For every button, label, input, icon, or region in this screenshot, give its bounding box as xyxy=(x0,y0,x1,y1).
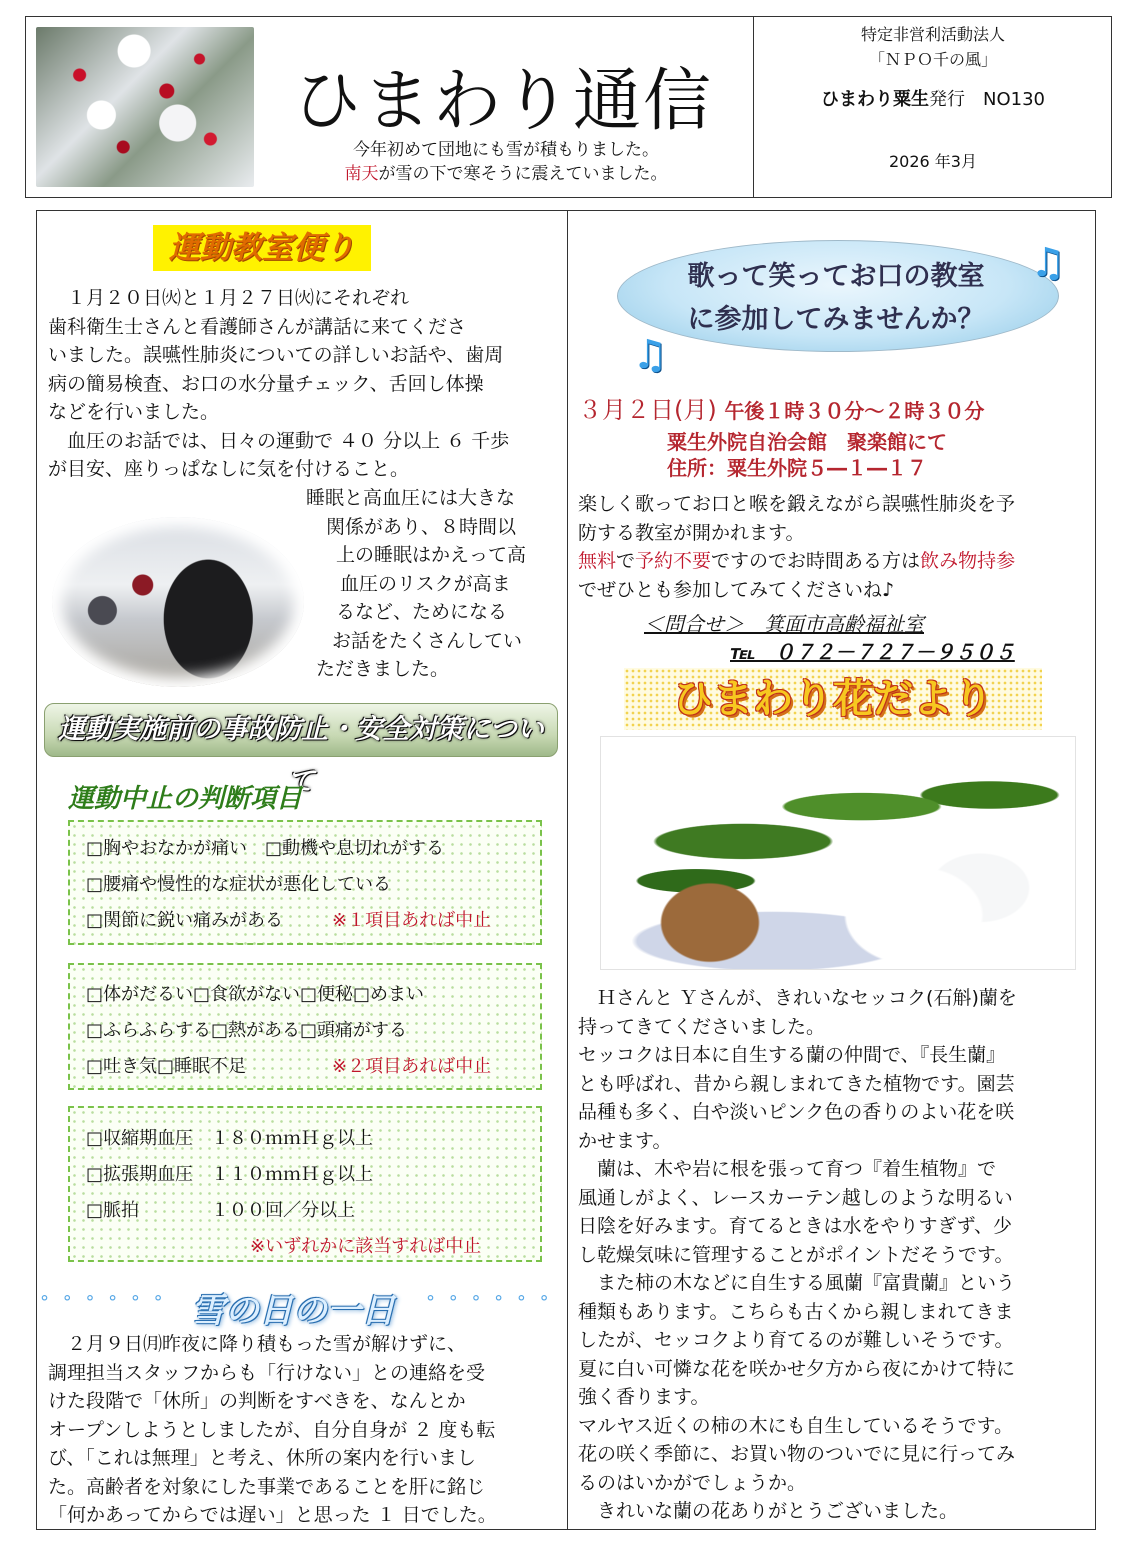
text-line: 血圧のお話では、日々の運動で ４０ 分以上 ６ 千歩 xyxy=(48,429,510,452)
exercise-class-text xyxy=(48,284,548,484)
criteria-row: □胸やおなかが痛い □動機や息切れがする xyxy=(86,838,445,859)
criteria-row: □腰痛や慢性的な症状が悪化している xyxy=(86,874,392,895)
org-type: 特定非営利活動法人 xyxy=(860,25,1005,44)
text-line: また柿の木などに自生する風蘭『富貴蘭』という xyxy=(578,1272,1016,1294)
flower-text xyxy=(578,984,1090,1526)
criteria-box-3 xyxy=(68,1106,542,1262)
snowy-nandina-photo xyxy=(36,27,254,187)
text-line: 歯科衛生士さんと看護師さんが講話に来てくださ xyxy=(48,315,467,338)
text-line: 楽しく歌ってお口と喉を鍛えながら誤嚥性肺炎を予 xyxy=(578,493,1016,515)
column-divider xyxy=(567,211,568,1529)
text-line: 花の咲く季節に、お買い物のついでに見に行ってみ xyxy=(578,1443,1016,1465)
flower-heading: ひまわり花だより xyxy=(624,668,1042,730)
text-line: 調理担当スタッフからも「行けない」との連絡を受 xyxy=(48,1361,486,1384)
event-day: ３月２日(月) xyxy=(578,396,717,424)
bubble-line2: に参加してみませんか？ xyxy=(687,304,985,335)
text-line: 日陰を好みます。育てるときは水をやりすぎず、少 xyxy=(578,1215,1012,1237)
issue-date: 2026 年3月 xyxy=(889,152,977,171)
text-fragment: ですのでお時間ある方は xyxy=(711,550,921,572)
exercise-class-heading: 運動教室便り xyxy=(153,225,371,271)
criteria-note: ※２項目あれば中止 xyxy=(332,1056,492,1077)
criteria-row: □吐き気□睡眠不足 xyxy=(86,1056,247,1077)
criteria-row: □体がだるい□食欲がない□便秘□めまい xyxy=(86,984,425,1005)
event-date xyxy=(578,390,984,425)
sleep-text xyxy=(306,484,550,684)
text-line: いました。誤嚥性肺炎についての詳しいお話や、歯周 xyxy=(48,344,504,366)
text-line: でぜひとも参加してみてくださいね♪ xyxy=(578,578,895,601)
masthead-caption-line2 xyxy=(276,159,736,184)
text-line: きれいな蘭の花ありがとうございました。 xyxy=(578,1500,959,1522)
criteria-row: □拡張期血圧 １１０ｍｍＨｇ以上 xyxy=(86,1164,374,1185)
music-note-icon: ♫ xyxy=(1030,240,1066,286)
text-line: Ｈさんと Ｙさんが、きれいなセッコク(石斛)蘭を xyxy=(578,987,1017,1009)
snowflake-dots-left: ° ° ° ° ° ° xyxy=(40,1292,167,1313)
free-label: 無料 xyxy=(578,550,617,572)
text-line: １月２０日㈫と１月２７日㈫にそれぞれ xyxy=(48,287,410,309)
text-line: 関係があり、８時間以 xyxy=(326,515,517,538)
safety-heading: 運動実施前の事故防止・安全対策について xyxy=(44,703,558,757)
criteria-row: □ふらふらする□熱がある□頭痛がする xyxy=(86,1020,408,1041)
newsletter-title: ひまわり通信 xyxy=(292,62,713,141)
masthead xyxy=(25,16,1112,198)
text-line: るのはいかがでしょうか。 xyxy=(578,1471,807,1494)
event-time: 午後１時３０分～２時３０分 xyxy=(724,399,985,423)
text-line: 「何かあってからでは遅い」と思った １ 日でした。 xyxy=(48,1504,497,1526)
music-note-icon: ♫ xyxy=(632,332,668,378)
criteria-row: □脈拍 １００回／分以上 xyxy=(86,1200,356,1221)
text-line: かせます。 xyxy=(578,1129,672,1152)
text-line: 蘭は、木や岩に根を張って育つ『着生植物』で xyxy=(578,1158,997,1180)
text-line: 種類もあります。こちらも古くから親しまれてきま xyxy=(578,1300,1014,1323)
stop-criteria-heading: 運動中止の判断項目 xyxy=(68,784,303,814)
text-line: 風通しがよく、レースカーテン越しのような明るい xyxy=(578,1186,1013,1209)
text-line: た。高齢者を対象にした事業であることを肝に銘じ xyxy=(48,1475,486,1498)
orchid-photo xyxy=(600,736,1076,970)
publisher-issue xyxy=(754,85,1112,111)
text-line: お話をたくさんしてい xyxy=(332,629,523,652)
event-description xyxy=(578,490,1088,604)
snow-day-heading: 雪の日の一日 xyxy=(191,1291,395,1331)
snowflake-dots-right: ° ° ° ° ° ° xyxy=(426,1292,553,1313)
text-line: し乾燥気味に管理することがポイントだそうです。 xyxy=(578,1243,1014,1266)
text-line: 睡眠と高血圧には大きな xyxy=(306,487,516,509)
lecture-photo xyxy=(52,517,304,687)
text-line: などを行いました。 xyxy=(48,401,220,423)
snow-day-text xyxy=(48,1330,548,1530)
text-line: とも呼ばれ、昔から親しまれてきた植物です。園芸 xyxy=(578,1072,1015,1095)
criteria-note: ※１項目あれば中止 xyxy=(332,910,492,931)
criteria-box-2 xyxy=(68,963,542,1090)
text-line: 上の睡眠はかえって高 xyxy=(336,544,527,566)
masthead-caption-line1: 今年初めて団地にも雪が積もりました。 xyxy=(353,140,659,160)
text-line: 病の簡易検査、お口の水分量チェック、舌回し体操 xyxy=(48,372,484,395)
org-name: 「ＮＰＯ千の風」 xyxy=(868,50,997,69)
text-line: 品種も多く、白や淡いピンク色の香りのよい花を咲 xyxy=(578,1101,1015,1123)
text-line: 夏に白い可憐な花を咲かせ夕方から夜にかけて特に xyxy=(578,1357,1016,1380)
caption-rest: が雪の下で寒そうに震えていました。 xyxy=(378,164,668,184)
text-line: ただきました。 xyxy=(316,658,450,680)
event-place: 粟生外院自治会館 聚楽館にて xyxy=(667,430,947,454)
nandina-word: 南天 xyxy=(344,164,379,184)
bring-drink-label: 飲み物持参 xyxy=(920,550,1016,572)
text-line: ２月９日㈪昨夜に降り積もった雪が解けずに、 xyxy=(48,1333,467,1355)
text-line: び、「これは無理」と考え、休所の案内を行いまし xyxy=(48,1447,476,1469)
text-line: けた段階で「休所」の判断をすべきを、なんとか xyxy=(48,1390,466,1412)
text-line: したが、セッコクより育てるのが難しいそうです。 xyxy=(578,1329,1014,1351)
criteria-row: □収縮期血圧 １８０ｍｍＨｇ以上 xyxy=(86,1128,374,1149)
text-line: るなど、ためになる xyxy=(336,601,508,623)
issue-number: 発行 NO130 xyxy=(929,89,1045,110)
text-line: 血圧のリスクが高ま xyxy=(340,572,511,595)
contact-label: ＜問合せ＞ 箕面市高齢福祉室 xyxy=(644,612,924,636)
text-line xyxy=(578,547,1088,576)
text-line: マルヤス近くの柿の木にも自生しているそうです。 xyxy=(578,1414,1014,1437)
criteria-row: □関節に鋭い痛みがある xyxy=(86,910,284,931)
contact-tel: ℡ ０７２－７２７－９５０５ xyxy=(730,640,1015,664)
criteria-box-1 xyxy=(68,820,542,945)
text-line: 防する教室が開かれます。 xyxy=(578,521,805,544)
criteria-note: ※いずれかに該当すれば中止 xyxy=(250,1236,482,1257)
text-line: 持ってきてくださいました。 xyxy=(578,1015,826,1038)
text-line: セッコクは日本に自生する蘭の仲間で、『長生蘭』 xyxy=(578,1044,1006,1066)
no-reservation-label: 予約不要 xyxy=(635,550,712,572)
event-address: 住所：粟生外院５―１―１７ xyxy=(667,456,927,480)
text-line: オープンしようとしましたが、自分自身が ２ 度も転 xyxy=(48,1418,496,1441)
text-fragment: で xyxy=(616,550,636,572)
publisher-name: ひまわり粟生 xyxy=(821,89,929,110)
text-line: 強く香ります。 xyxy=(578,1386,710,1408)
bubble-line1: 歌って笑ってお口の教室 xyxy=(687,261,985,292)
text-line: が目安、座りっぱなしに気を付けること。 xyxy=(48,458,410,480)
